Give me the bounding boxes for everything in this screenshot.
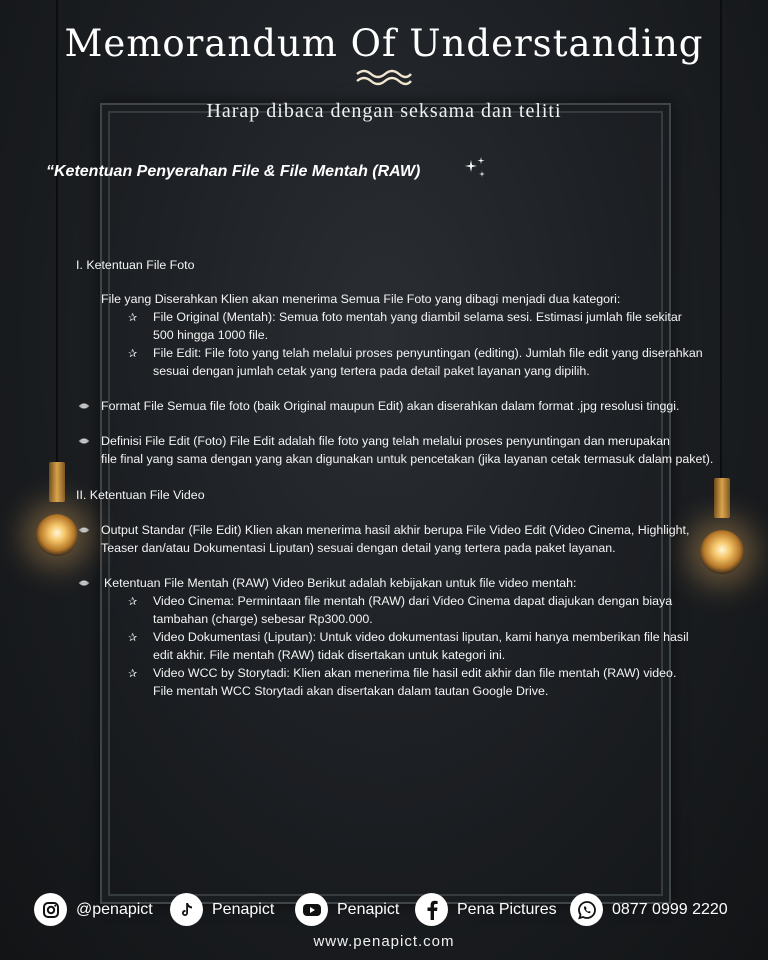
tiktok-handle: Penapict [212,900,275,918]
social-instagram[interactable] [34,893,153,926]
star-bullet-icon: ✰ [128,668,138,680]
video-item-3-line2: File mentah WCC Storytadi akan disertakan dalam tautan Google Drive. [153,684,549,698]
foto-definisi-line1: Definisi File Edit (Foto) File Edit adalah file foto yang telah melalui proses penyuntingan dan merupakan [101,434,670,448]
video-item-1-line2: tambahan (charge) sebesar Rp300.000. [153,612,373,626]
leaf-bullet-icon [78,525,90,535]
video-item-2-line1: Video Dokumentasi (Liputan): Untuk video dokumentasi liputan, kami hanya memberikan file hasil [153,630,689,644]
foto-item-1-line2: 500 hingga 1000 file. [153,328,269,342]
video-item-2-line2: edit akhir. File mentah (RAW) tidak disertakan untuk kategori ini. [153,648,506,662]
foto-item-1-line1: File Original (Mentah): Semua foto mentah yang diambil selama sesi. Estimasi jumlah file sekitar [153,310,682,324]
star-bullet-icon: ✰ [128,632,138,644]
star-bullet-icon: ✰ [128,312,138,324]
leaf-bullet-icon [78,436,90,446]
section-title: “Ketentuan Penyerahan File & File Mentah (RAW) [46,163,421,180]
social-youtube[interactable] [295,893,399,926]
social-facebook[interactable] [415,893,557,926]
foto-intro: File yang Diserahkan Klien akan menerima Semua File Foto yang dibagi menjadi dua kategori: [101,292,621,306]
social-tiktok[interactable] [170,893,274,926]
facebook-handle: Pena Pictures [457,900,557,918]
youtube-handle: Penapict [337,900,400,918]
leaf-bullet-icon [78,578,90,588]
social-footer [30,893,750,933]
foto-item-2-line2: sesuai dengan jumlah cetak yang tertera pada detail paket layanan yang dipilih. [153,364,590,378]
star-bullet-icon: ✰ [128,596,138,608]
facebook-icon [415,893,448,926]
tiktok-icon [170,893,203,926]
foto-format: Format File Semua file foto (baik Original maupun Edit) akan diserahkan dalam format .jpg resolusi tinggi. [101,399,680,413]
leaf-bullet-icon [78,401,90,411]
youtube-icon [295,893,328,926]
social-whatsapp[interactable] [570,893,728,926]
heading-video: II. Ketentuan File Video [76,488,205,502]
video-output-line1: Output Standar (File Edit) Klien akan menerima hasil akhir berupa File Video Edit (Video Cinema, Highlight, [101,523,690,537]
instagram-icon [34,893,67,926]
video-output-line2: Teaser dan/atau Dokumentasi Liputan) sesuai dengan detail yang tertera pada paket layanan. [101,541,616,555]
heading-foto: I. Ketentuan File Foto [76,258,195,272]
website-url[interactable]: www.penapict.com [313,933,455,950]
video-item-3-line1: Video WCC by Storytadi: Klien akan menerima file hasil edit akhir dan file mentah (RAW) video. [153,666,677,680]
star-bullet-icon: ✰ [128,348,138,360]
foto-item-2-line1: File Edit: File foto yang telah melalui proses penyuntingan (editing). Jumlah file edit yang diserahkan [153,346,703,360]
instagram-handle: @penapict [76,900,153,918]
page-subtitle: Harap dibaca dengan seksama dan teliti [206,100,562,122]
whatsapp-number: 0877 0999 2220 [612,900,728,918]
video-item-1-line1: Video Cinema: Permintaan file mentah (RAW) dari Video Cinema dapat diajukan dengan biaya [153,594,673,608]
page-title: Memorandum Of Understanding [64,22,704,65]
whatsapp-icon [570,893,603,926]
video-raw-intro: Ketentuan File Mentah (RAW) Video Berikut adalah kebijakan untuk file video mentah: [104,576,577,590]
foto-definisi-line2: file final yang sama dengan yang akan digunakan untuk pencetakan (jika layanan cetak termasuk dalam paket). [101,452,714,466]
